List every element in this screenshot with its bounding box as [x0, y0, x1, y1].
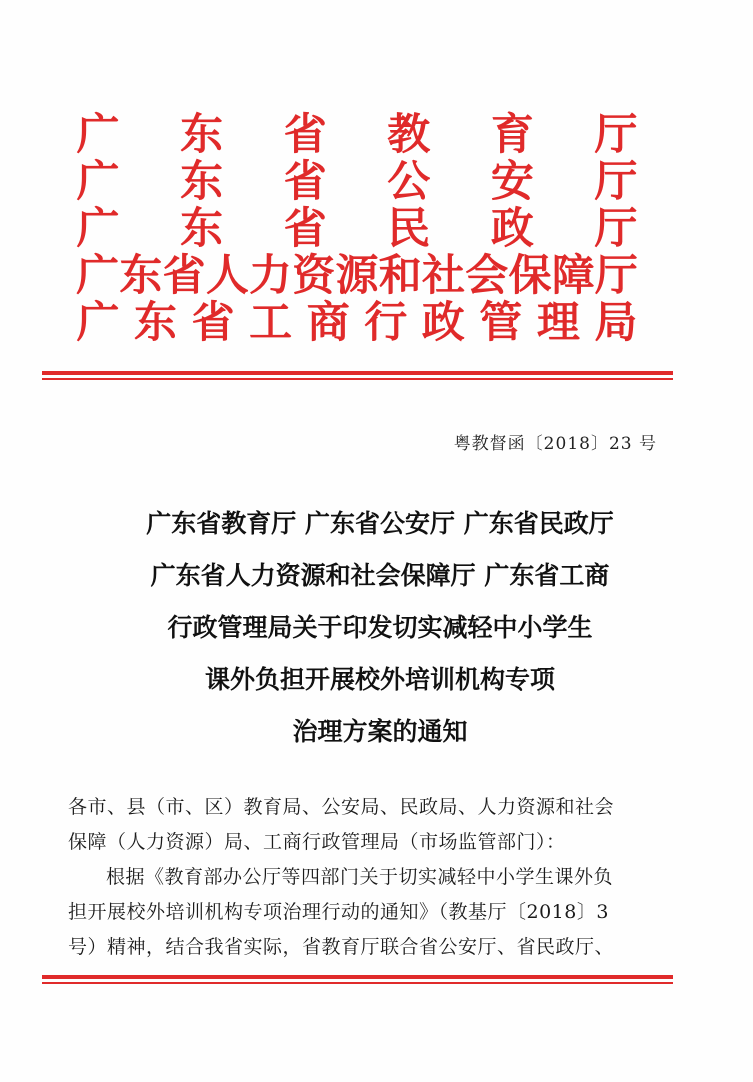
masthead-char: 厅: [594, 251, 638, 301]
title-line: 广东省人力资源和社会保障厅 广东省工商: [150, 561, 610, 590]
masthead-char: 广: [76, 298, 120, 348]
body-line-paragraph: 号）精神，结合我省实际，省教育厅联合省公安厅、省民政厅、: [68, 936, 615, 958]
masthead-char: 东: [180, 157, 224, 207]
masthead-char: 广: [76, 251, 120, 301]
body-line-addressees-cont: 保障（人力资源）局、工商行政管理局（市场监管部门）：: [68, 831, 566, 853]
masthead-char: 教: [387, 110, 431, 160]
masthead-char: 省: [162, 251, 206, 301]
masthead-char: 厅: [594, 157, 638, 207]
red-divider-top-thin: [42, 378, 673, 380]
masthead-char: 理: [536, 298, 580, 348]
masthead-char: 广: [76, 110, 120, 160]
issuing-agencies-masthead: [76, 112, 638, 347]
masthead-char: 省: [283, 157, 327, 207]
masthead-char: 厅: [594, 110, 638, 160]
masthead-char: 安: [490, 157, 534, 207]
document-body: [68, 790, 688, 965]
masthead-char: 东: [180, 204, 224, 254]
masthead-char: 行: [364, 298, 408, 348]
masthead-char: 东: [119, 251, 163, 301]
document-number: 粤教督函〔2018〕23 号: [453, 434, 657, 454]
masthead-char: 人: [205, 251, 249, 301]
masthead-char: 资: [292, 251, 336, 301]
body-line-paragraph: 根据《教育部办公厅等四部门关于切实减轻中小学生课外负: [106, 866, 614, 888]
masthead-char: 障: [551, 251, 595, 301]
masthead-char: 和: [378, 251, 422, 301]
document-title: [50, 498, 710, 758]
masthead-char: 东: [180, 110, 224, 160]
masthead-char: 厅: [594, 204, 638, 254]
body-line-addressees: 各市、县（市、区）教育局、公安局、民政局、人力资源和社会: [68, 796, 615, 818]
masthead-char: 政: [421, 298, 465, 348]
masthead-char: 政: [490, 204, 534, 254]
red-divider-bottom-thick: [42, 975, 673, 979]
masthead-char: 会: [465, 251, 509, 301]
masthead-char: 保: [508, 251, 552, 301]
masthead-char: 育: [490, 110, 534, 160]
masthead-char: 源: [335, 251, 379, 301]
masthead-row-industry-commerce: [76, 300, 638, 347]
title-line: 广东省教育厅 广东省公安厅 广东省民政厅: [146, 509, 614, 538]
masthead-char: 力: [249, 251, 293, 301]
masthead-char: 局: [594, 298, 638, 348]
masthead-char: 广: [76, 157, 120, 207]
body-line-paragraph: 担开展校外培训机构专项治理行动的通知》（教基厅〔2018〕3: [68, 901, 609, 923]
title-line: 课外负担开展校外培训机构专项: [204, 665, 555, 694]
title-line: 治理方案的通知: [292, 717, 468, 746]
masthead-char: 公: [387, 157, 431, 207]
masthead-char: 民: [387, 204, 431, 254]
masthead-char: 商: [306, 298, 350, 348]
red-divider-top-thick: [42, 371, 673, 375]
masthead-row-civil-affairs: [76, 206, 638, 253]
title-line: 行政管理局关于印发切实减轻中小学生: [167, 613, 593, 642]
masthead-row-education: [76, 112, 638, 159]
masthead-row-human-resources: [76, 253, 638, 300]
masthead-char: 东: [134, 298, 178, 348]
masthead-char: 省: [191, 298, 235, 348]
masthead-char: 社: [421, 251, 465, 301]
masthead-char: 省: [283, 110, 327, 160]
masthead-char: 省: [283, 204, 327, 254]
masthead-char: 管: [479, 298, 523, 348]
masthead-char: 广: [76, 204, 120, 254]
masthead-char: 工: [249, 298, 293, 348]
masthead-row-public-security: [76, 159, 638, 206]
red-divider-bottom-thin: [42, 982, 673, 984]
